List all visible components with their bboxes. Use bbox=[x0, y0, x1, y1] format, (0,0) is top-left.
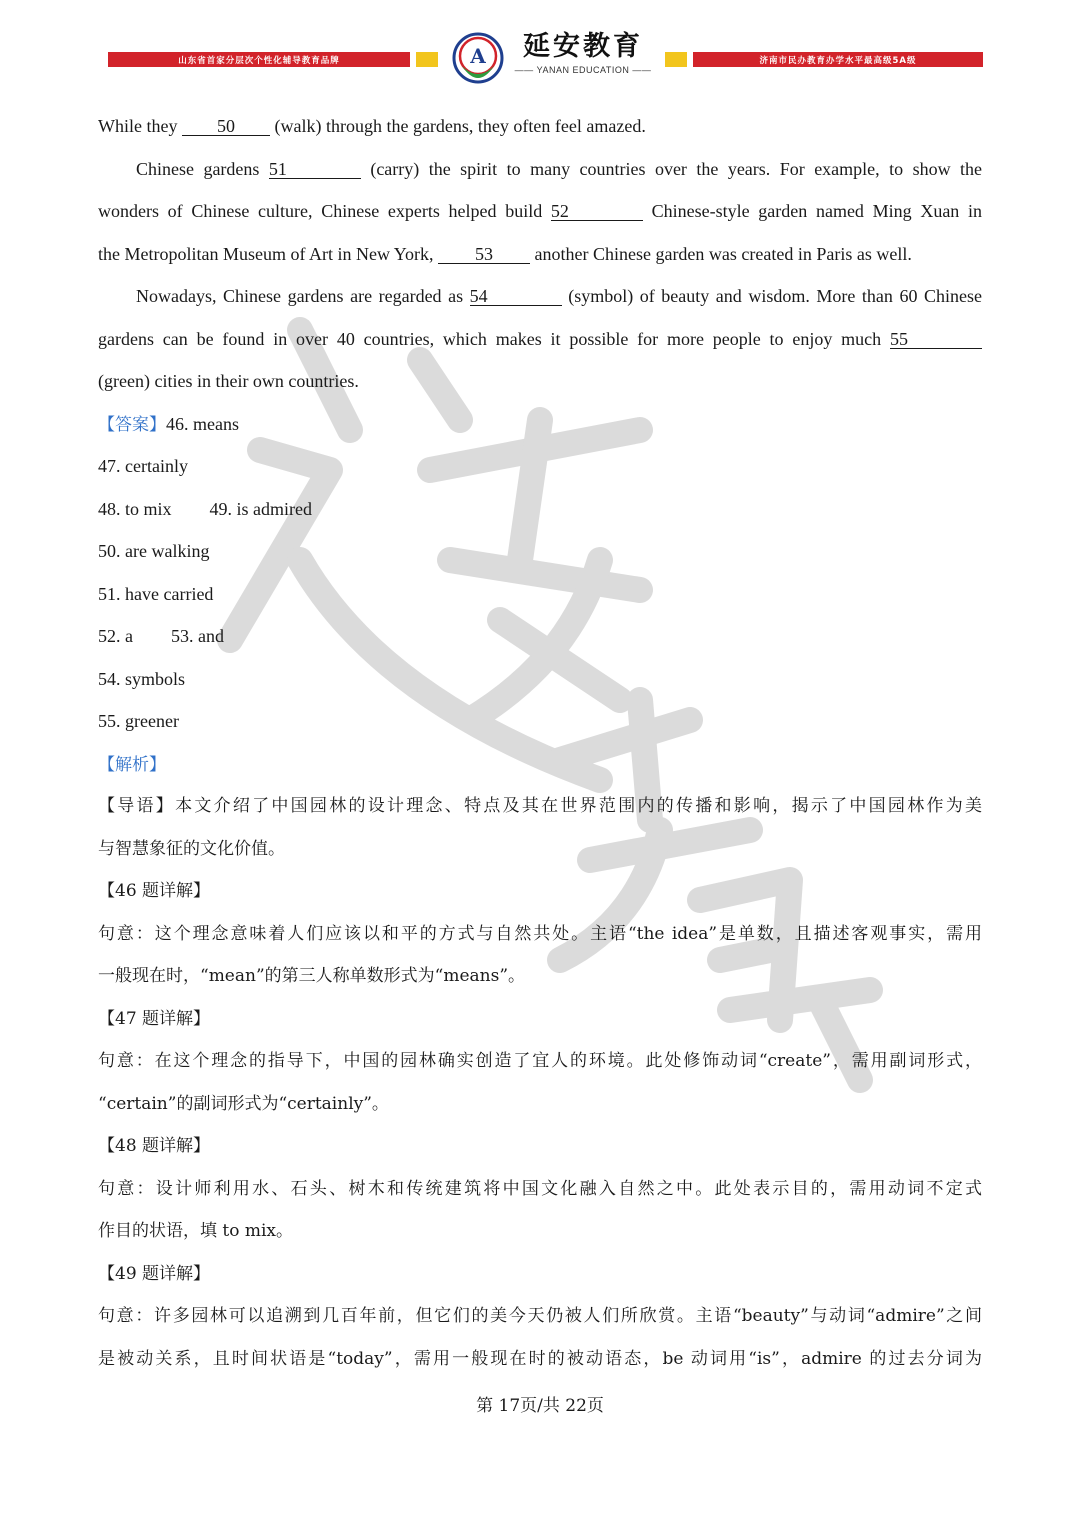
right-slogan-band bbox=[665, 52, 983, 67]
passage-line-53 bbox=[98, 233, 982, 276]
left-slogan-band bbox=[108, 52, 438, 67]
answer-48-49 bbox=[98, 488, 982, 531]
explain-47-line-1: 句意：在这个理念的指导下，中国的园林确实创造了宜人的环境。此处修饰动词“create”，需用副词形式， bbox=[98, 1051, 982, 1071]
passage-line-51 bbox=[98, 148, 982, 191]
text-segment: another Chinese garden was created in Paris as well. bbox=[529, 243, 912, 264]
blank-51: 51 bbox=[269, 160, 361, 179]
text-segment: Chinese-style garden named Ming Xuan in bbox=[651, 201, 983, 221]
blank-54: 54 bbox=[470, 287, 562, 306]
text-segment: (carry) the spirit to many countries over the years. For example, to show the bbox=[370, 158, 983, 179]
answer-text: 46. means bbox=[166, 413, 239, 434]
yanan-logo-icon bbox=[452, 32, 504, 84]
answer-46 bbox=[98, 403, 982, 446]
page-number: 第 17页/共 22页 bbox=[476, 1396, 604, 1416]
text-segment: (walk) through the gardens, they often feel amazed. bbox=[269, 116, 646, 136]
brand-english-text: YANAN EDUCATION bbox=[536, 65, 630, 75]
passage-line-55 bbox=[98, 318, 982, 361]
passage-line-54 bbox=[98, 275, 982, 318]
explain-48-line-1: 句意：设计师利用水、石头、树木和传统建筑将中国文化融入自然之中。此处表示目的，需用动词不定式 bbox=[98, 1178, 982, 1199]
passage-line-end: (green) cities in their own countries. bbox=[98, 371, 359, 391]
answer-52: 52. a bbox=[98, 626, 133, 646]
answer-51: 51. have carried bbox=[98, 583, 214, 604]
heading-47: 【47 题详解】 bbox=[98, 1008, 211, 1029]
brand-name: 延安教育 bbox=[523, 31, 643, 62]
left-slogan: 山东省首家分层次个性化辅导教育品牌 bbox=[108, 52, 410, 67]
text-segment: (symbol) of beauty and wisdom. More than 60 Chinese bbox=[568, 286, 983, 306]
passage-line-50 bbox=[98, 105, 982, 148]
heading-49: 【49 题详解】 bbox=[98, 1263, 211, 1284]
text-segment: the Metropolitan Museum of Art in New York, bbox=[98, 243, 438, 264]
explain-49-line-1: 句意：许多园林可以追溯到几百年前，但它们的美今天仍被人们所欣赏。主语“beauty”与动词“admire”之间 bbox=[98, 1306, 982, 1326]
right-yellow-block bbox=[665, 52, 687, 67]
blank-53: 53 bbox=[438, 245, 530, 264]
analysis-heading bbox=[98, 743, 982, 786]
heading-48: 【48 题详解】 bbox=[98, 1136, 211, 1156]
answer-47: 47. certainly bbox=[98, 456, 188, 476]
analysis-tag: 【解析】 bbox=[98, 754, 166, 775]
explain-46-line-1: 句意：这个理念意味着人们应该以和平的方式与自然共处。主语“the idea”是单数，且描述客观事实，需用 bbox=[98, 923, 982, 944]
brand-english: —— YANAN EDUCATION —— bbox=[514, 65, 652, 75]
explain-46-line-2: 一般现在时，“mean”的第三人称单数形式为“means”。 bbox=[98, 966, 526, 986]
answer-53: 53. and bbox=[171, 626, 224, 646]
blank-55: 55 bbox=[890, 330, 982, 349]
intro-line-2: 与智慧象征的文化价值。 bbox=[98, 838, 285, 859]
text-segment: gardens can be found in over 40 countries, which makes it possible for more people to enjoy much bbox=[98, 328, 890, 349]
answer-55: 55. greener bbox=[98, 711, 179, 731]
text-segment: Nowadays, Chinese gardens are regarded as bbox=[136, 286, 470, 306]
logo-letter: A bbox=[470, 44, 486, 68]
explain-48-line-2: 作目的状语，填 to mix。 bbox=[98, 1221, 294, 1241]
text-segment: Chinese gardens bbox=[136, 158, 269, 179]
heading-46: 【46 题详解】 bbox=[98, 881, 211, 901]
intro-line-1: 【导语】本文介绍了中国园林的设计理念、特点及其在世界范围内的传播和影响，揭示了中国园林作为美 bbox=[98, 796, 982, 816]
right-slogan: 济南市民办教育办学水平最高级5A级 bbox=[693, 52, 983, 67]
document-body bbox=[98, 105, 982, 1380]
answer-49: 49. is admired bbox=[209, 498, 312, 519]
left-yellow-block bbox=[416, 52, 438, 67]
explain-47-line-2: “certain”的副词形式为“certainly”。 bbox=[98, 1093, 389, 1114]
answer-54: 54. symbols bbox=[98, 668, 186, 689]
blank-50: 50 bbox=[182, 117, 270, 136]
text-segment: wonders of Chinese culture, Chinese experts helped build bbox=[98, 201, 551, 221]
answer-50: 50. are walking bbox=[98, 541, 210, 561]
blank-52: 52 bbox=[551, 202, 643, 221]
answer-48: 48. to mix bbox=[98, 498, 172, 519]
answer-tag: 【答案】 bbox=[98, 414, 166, 435]
passage-line-52 bbox=[98, 190, 982, 233]
explain-49-line-2: 是被动关系，且时间状语是“today”，需用一般现在时的被动语态，be 动词用“is”，admire 的过去分词为 bbox=[98, 1348, 982, 1369]
page-header bbox=[0, 0, 1080, 100]
answer-52-53 bbox=[98, 615, 982, 658]
text-segment: While they bbox=[98, 116, 182, 136]
brand-block bbox=[508, 30, 658, 76]
